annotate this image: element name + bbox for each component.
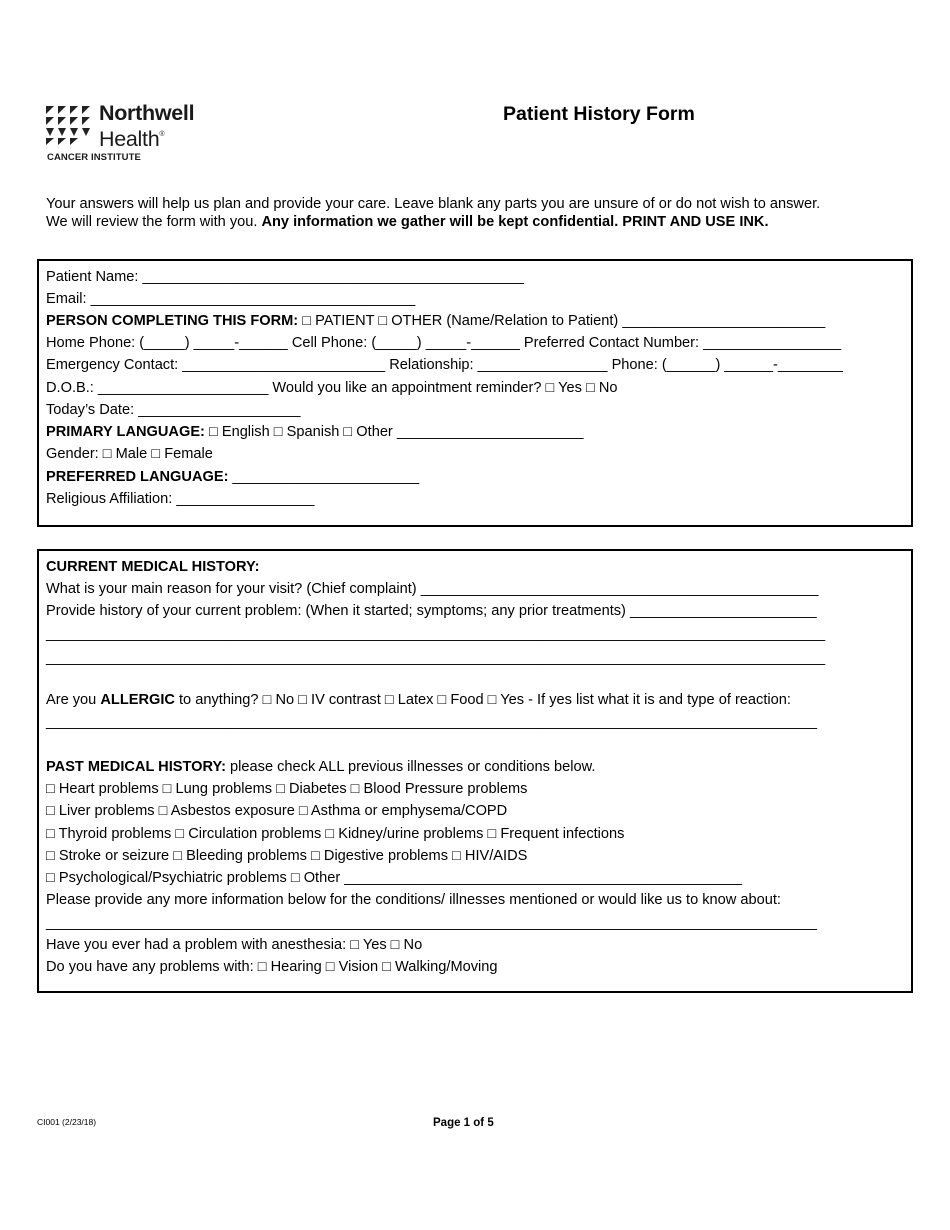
emergency-contact-row[interactable]: Emergency Contact: _________________________ Relationship: ________________ Phone: (______) ______-________ bbox=[46, 357, 843, 373]
more-info-blank-line[interactable]: _______________________________________________________________________________________________ bbox=[46, 915, 818, 931]
registered-mark: ® bbox=[159, 131, 165, 138]
page-number: Page 1 of 5 bbox=[433, 1117, 494, 1129]
blank-line[interactable]: ________________________________________________________________________________________________ bbox=[46, 650, 826, 666]
dob-row[interactable]: D.O.B.: _____________________ Would you like an appointment reminder? □ Yes □ No bbox=[46, 380, 618, 396]
northwell-triangles-icon bbox=[46, 106, 92, 146]
conditions-checklist-row[interactable]: □ Stroke or seizure □ Bleeding problems □ Digestive problems □ HIV/AIDS bbox=[46, 848, 528, 864]
intro-text bbox=[46, 195, 820, 231]
phone-row[interactable]: Home Phone: (_____) _____-______ Cell Phone: (_____) _____-______ Preferred Contact Number: _________________ bbox=[46, 335, 842, 351]
religious-affiliation-field[interactable]: Religious Affiliation: _________________ bbox=[46, 491, 315, 507]
conditions-checklist-row[interactable]: □ Heart problems □ Lung problems □ Diabetes □ Blood Pressure problems bbox=[46, 781, 528, 797]
allergy-blank-line[interactable]: _______________________________________________________________________________________________ bbox=[46, 714, 818, 730]
conditions-checklist-row[interactable]: □ Thyroid problems □ Circulation problems □ Kidney/urine problems □ Frequent infections bbox=[46, 826, 625, 842]
conditions-checklist-row[interactable]: □ Psychological/Psychiatric problems □ Other _________________________________________________ bbox=[46, 870, 742, 886]
primary-language-row[interactable]: PRIMARY LANGUAGE: □ English □ Spanish □ Other _______________________ bbox=[46, 424, 584, 440]
logo-word-health: Health® bbox=[99, 127, 165, 151]
intro-line-2: We will review the form with you. Any information we gather will be kept confidential. PRINT AND USE INK. bbox=[46, 214, 769, 230]
northwell-logo bbox=[46, 103, 218, 165]
more-info-prompt: Please provide any more information below for the conditions/ illnesses mentioned or would like us to know about: bbox=[46, 892, 781, 908]
patient-name-field[interactable]: Patient Name: _______________________________________________ bbox=[46, 269, 524, 285]
logo-subtitle: CANCER INSTITUTE bbox=[47, 152, 141, 163]
gender-row[interactable]: Gender: □ Male □ Female bbox=[46, 446, 213, 462]
preferred-language-row[interactable]: PREFERRED LANGUAGE: _______________________ bbox=[46, 469, 420, 485]
logo-word-northwell: Northwell bbox=[99, 101, 195, 125]
allergy-row[interactable]: Are you ALLERGIC to anything? □ No □ IV contrast □ Latex □ Food □ Yes - If yes list what it is and type of reaction: bbox=[46, 692, 791, 708]
past-medical-history-heading: PAST MEDICAL HISTORY: please check ALL previous illnesses or conditions below. bbox=[46, 759, 596, 775]
person-completing-row[interactable]: PERSON COMPLETING THIS FORM: □ PATIENT □ OTHER (Name/Relation to Patient) _________________________ bbox=[46, 313, 826, 329]
email-field[interactable]: Email: ________________________________________ bbox=[46, 291, 416, 307]
blank-line[interactable]: ________________________________________________________________________________________________ bbox=[46, 626, 826, 642]
page-title: Patient History Form bbox=[503, 103, 695, 125]
current-problem-history-field[interactable]: Provide history of your current problem: (When it started; symptoms; any prior treatments) _______________________ bbox=[46, 603, 817, 619]
anesthesia-row[interactable]: Have you ever had a problem with anesthesia: □ Yes □ No bbox=[46, 937, 423, 953]
todays-date-field[interactable]: Today’s Date: ____________________ bbox=[46, 402, 301, 418]
chief-complaint-field[interactable]: What is your main reason for your visit? (Chief complaint) _________________________________________________ bbox=[46, 581, 819, 597]
current-medical-history-heading: CURRENT MEDICAL HISTORY: bbox=[46, 559, 260, 575]
form-code: CI001 (2/23/18) bbox=[37, 1117, 97, 1127]
conditions-checklist-row[interactable]: □ Liver problems □ Asbestos exposure □ Asthma or emphysema/COPD bbox=[46, 803, 508, 819]
intro-line-1: Your answers will help us plan and provide your care. Leave blank any parts you are unsure of or do not wish to answer. bbox=[46, 196, 821, 212]
problems-with-row[interactable]: Do you have any problems with: □ Hearing □ Vision □ Walking/Moving bbox=[46, 959, 498, 975]
